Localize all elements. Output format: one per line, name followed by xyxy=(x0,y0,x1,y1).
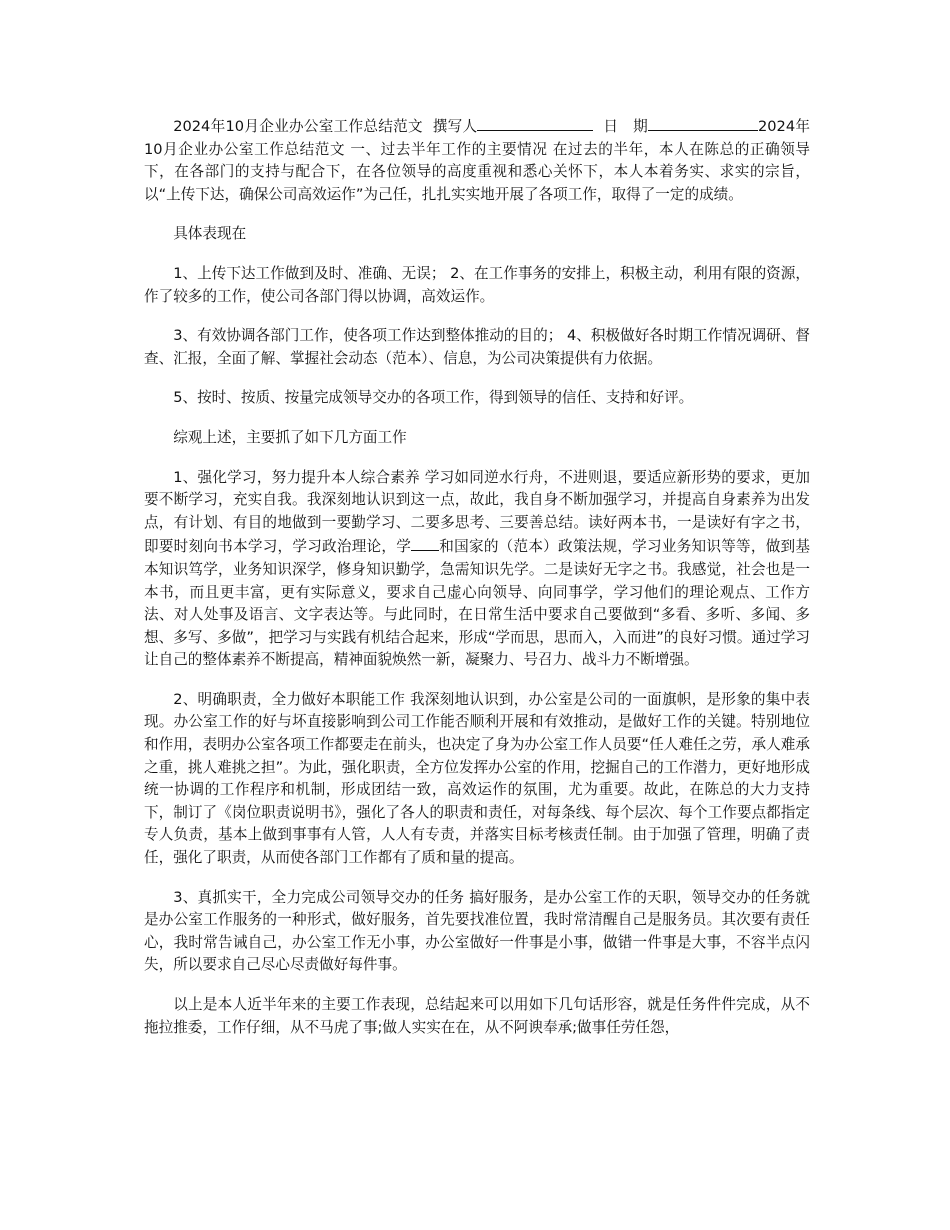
paragraph-study xyxy=(144,467,810,672)
paragraph-tasks: 3、真抓实干，全力完成公司领导交办的任务 搞好服务，是办公室工作的天职，领导交办的任务就是办公室工作服务的一种形式，做好服务，首先要找准位置，我时常清醒自己是服务员。其次要有责任心，我时常告诫自己，办公室工作无小事，办公室做好一件事是小事，做错一件事是大事，不容半点闪失，所以要求自己尽心尽责做好每件事。 xyxy=(144,888,810,974)
study-text-part2: 和国家的（范本）政策法规，学习业务知识等等，做到基本知识笃学，业务知识深学，修身知识勤学，急需知识先学。二是读好无字之书。我感觉，社会也是一本书，而且更丰富，更有实际意义，要求自己虚心向领导、向同事学，学习他们的理论观点、工作方法、对人处事及语言、文字表达等。与此同时，在日常生活中要求自己要做到“多看、多听、多闻、多想、多写、多做”，把学习与实践有机结合起来，形成“学而思，思而入，入而进”的良好习惯。通过学习让自己的整体素养不断提高，精神面貌焕然一新，凝聚力、号召力、战斗力不断增强。 xyxy=(144,538,810,669)
paragraph-item-5: 5、按时、按质、按量完成领导交办的各项工作，得到领导的信任、支持和好评。 xyxy=(173,389,694,407)
paragraph-specifics: 具体表现在 xyxy=(173,225,247,243)
date-label: 日 期 xyxy=(603,118,648,135)
paragraph-overview: 综观上述，主要抓了如下几方面工作 xyxy=(173,428,407,446)
document-header xyxy=(144,114,810,206)
date-blank xyxy=(648,114,758,131)
author-label: 撰写人 xyxy=(432,118,478,135)
author-blank xyxy=(477,114,593,131)
paragraph-summary: 以上是本人近半年来的主要工作表现，总结起来可以用如下几句话形容，就是任务件件完成，从不拖拉推委，工作仔细，从不马虎了事;做人实实在在，从不阿谀奉承;做事任劳任怨， xyxy=(144,996,810,1036)
fill-blank xyxy=(411,534,439,551)
paragraph-item-1-2: 1、上传下达工作做到及时、准确、无误； 2、在工作事务的安排上，积极主动，利用有限的资源，作了较多的工作，使公司各部门得以协调，高效运作。 xyxy=(144,264,810,305)
study-text-part1: 1、强化学习，努力提升本人综合素养 学习如同逆水行舟，不进则退，要适应新形势的要求，更加要不断学习，充实自我。我深刻地认识到这一点，故此，我自身不断加强学习，并提高自身素养为出发点，有计划、有目的地做到一要勤学习、二要多思考、三要善总结。读好两本书，一是读好有字之书，即要时刻向书本学习，学习政治理论，学 xyxy=(144,468,810,556)
paragraph-item-3-4: 3、有效协调各部门工作，使各项工作达到整体推动的目的； 4、积极做好各时期工作情况调研、督查、汇报，全面了解、掌握社会动态（范本）、信息，为公司决策提供有力依据。 xyxy=(144,327,810,367)
intro-text: 2024年10月企业办公室工作总结范文 一、过去半年工作的主要情况 在过去的半年，本人在陈总的正确领导下，在各部门的支持与配合下，在各位领导的高度重视和悉心关怀下，本人本着务实、求实的宗旨，以“上传下达，确保公司高效运作”为己任，扎扎实实地开展了各项工作，取得了一定的成绩。 xyxy=(144,118,810,203)
paragraph-duties: 2、明确职责，全力做好本职能工作 我深刻地认识到，办公室是公司的一面旗帜，是形象的集中表现。办公室工作的好与坏直接影响到公司工作能否顺利开展和有效推动，是做好工作的关键。特别地位和作用，表明办公室各项工作都要走在前头，也决定了身为办公室工作人员要“任人难任之劳，承人难承之重，挑人难挑之担”。为此，强化职责，全方位发挥办公室的作用，挖掘自己的工作潜力，更好地形成统一协调的工作程序和机制，形成团结一致，高效运作的氛围，尤为重要。故此，在陈总的大力支持下，制订了《岗位职责说明书》，强化了各人的职责和责任，对每条线、每个层次、每个工作要点都指定专人负责，基本上做到事事有人管，人人有专责，并落实目标考核责任制。由于加强了管理，明确了责任，强化了职责，从而使各部门工作都有了质和量的提高。 xyxy=(144,690,810,867)
document-title: 2024年10月企业办公室工作总结范文 xyxy=(173,118,423,135)
document-body xyxy=(144,114,810,1056)
